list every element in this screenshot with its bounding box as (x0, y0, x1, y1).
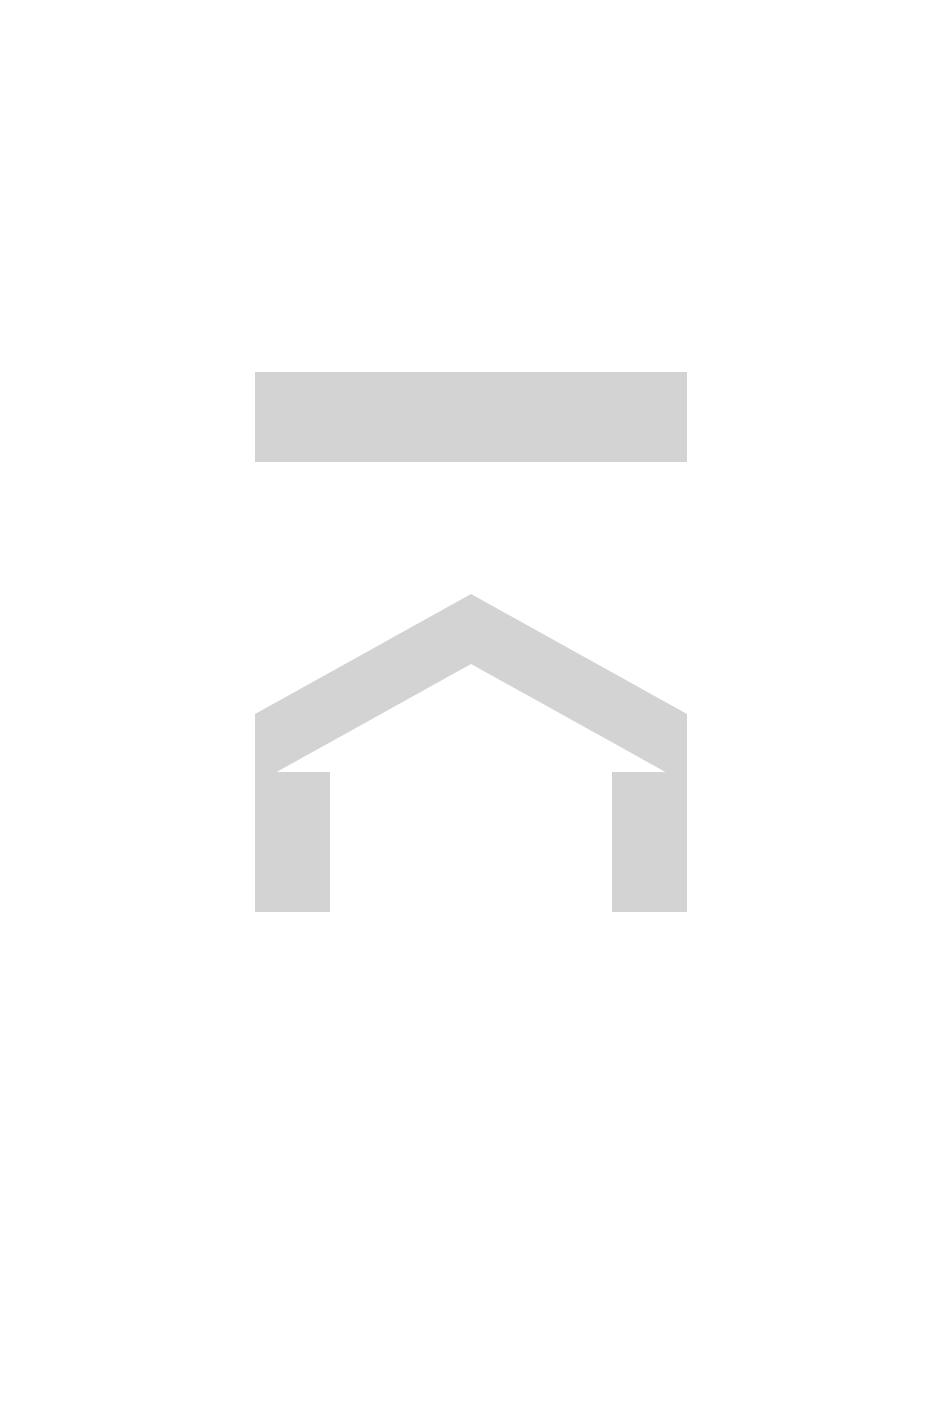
watermark-roof (255, 594, 687, 784)
page-number (0, 1360, 950, 1392)
watermark-right-pillar (612, 772, 687, 912)
watermark-logo (255, 372, 687, 1032)
watermark-top-bar (255, 372, 687, 462)
watermark-left-pillar (255, 772, 330, 912)
